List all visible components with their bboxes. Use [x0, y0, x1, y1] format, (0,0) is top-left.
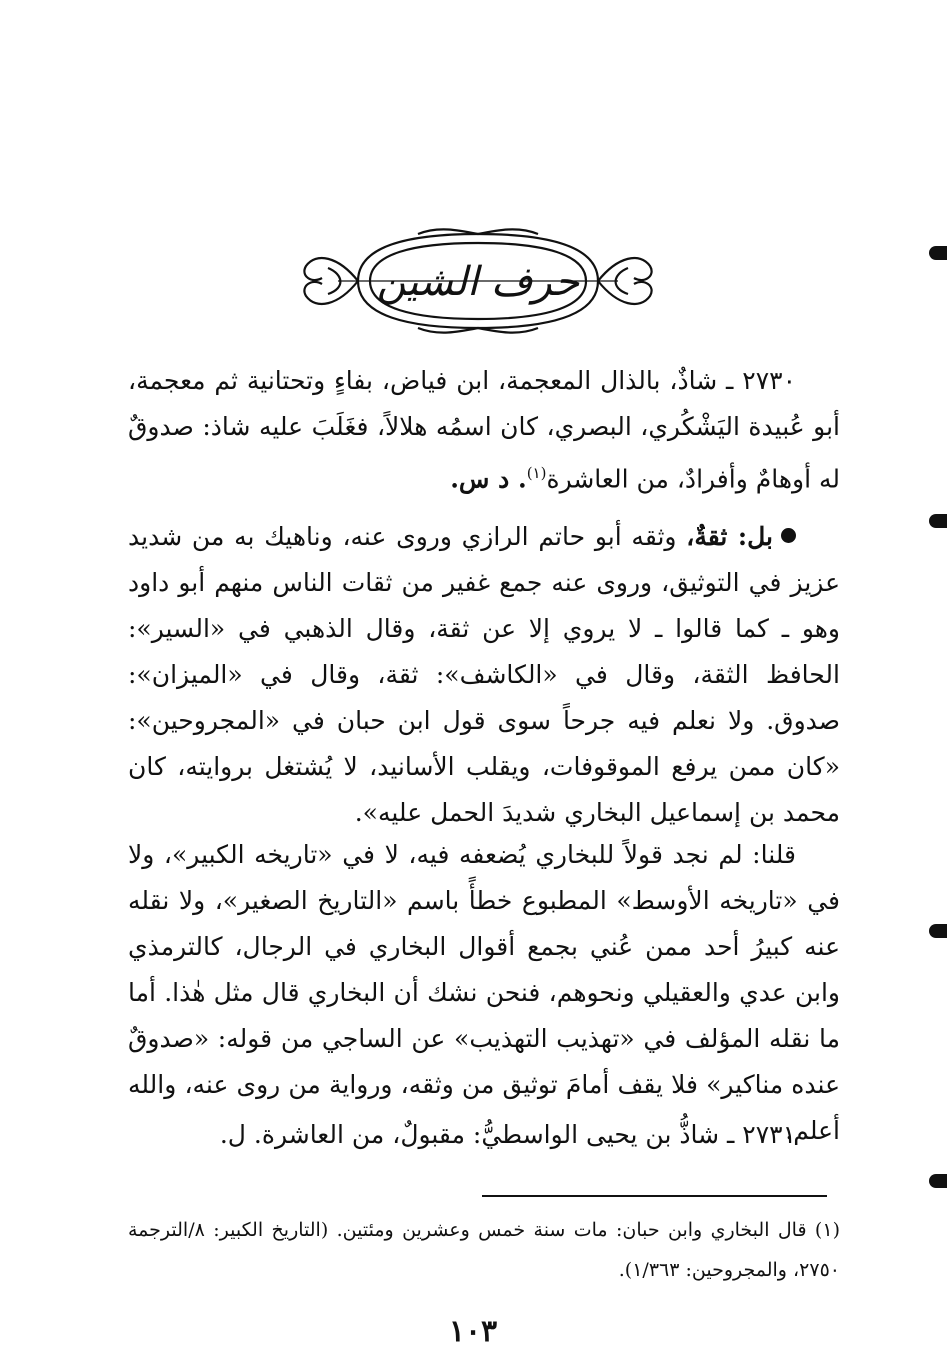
- editor-comment-1: [128, 514, 840, 836]
- binding-mark: [929, 1174, 947, 1188]
- entry-text: ٢٧٣١ ـ شاذُّ بن يحيى الواسطيُّ: مقبولٌ، من العاشرة. ل.: [219, 1120, 796, 1149]
- entry-sigla: . د س.: [450, 464, 527, 494]
- bullet-icon: [781, 528, 796, 543]
- footnotes: [128, 1210, 840, 1290]
- footnote-divider: [482, 1195, 827, 1197]
- chapter-heading-ornament: [298, 226, 658, 336]
- footnote-1: (١) قال البخاري وابن حبان: مات سنة خمس وعشرين ومئتين. (التاريخ الكبير: ٨/الترجمة ٢٧٥٠، والمجروحين: ١/٣٦٣).: [128, 1219, 840, 1281]
- entry-2730: [128, 358, 840, 502]
- page-number: ١٠٣: [448, 1314, 498, 1349]
- binding-mark: [929, 514, 947, 528]
- comment-text: قلنا: لم نجد قولاً للبخاري يُضعفه فيه، لا في «تاريخه الكبير»، ولا في «تاريخه الأوسط» المطبوع خطأً باسم «التاريخ الصغير»، ولا نقله عنه كبيرُ أحد ممن عُني بجمع أقوال البخاري في الرجال، كالترمذي وابن عدي والعقيلي ونحوهم، فنحن نشك أن البخاري قال مثل هٰذا. أما ما نقله المؤلف في «تهذيب التهذيب» عن الساجي من قوله: «صدوقٌ عنده مناكير» فلا يقف أمامَ توثيق من وثقه، ورواية من روى عنه، والله أعلم.: [128, 840, 840, 1145]
- entry-2731: [128, 1112, 840, 1158]
- comment-text: وثقه أبو حاتم الرازي وروى عنه، وناهيك به من شديد عزيز في التوثيق، وروى عنه جمع غفير من ثقات الناس منهم أبو داود وهو ـ كما قالوا ـ لا يروي إلا عن ثقة، وقال الذهبي في «السير»: الحافظ الثقة، وقال في «الكاشف»: ثقة، وقال في «الميزان»: صدوق. ولا نعلم فيه جرحاً سوى قول ابن حبان في «المجروحين»: «كان ممن يرفع الموقوفات، ويقلب الأسانيد، لا يُشتغل بروايته، كان محمد بن إسماعيل البخاري شديدَ الحمل عليه».: [128, 522, 840, 827]
- chapter-title: حرف الشين: [376, 259, 580, 305]
- entry-text: ٢٧٣٠ ـ شاذٌ، بالذال المعجمة، ابن فياض، بفاءٍ وتحتانية ثم معجمة، أبو عُبيدة اليَشْكُري، البصري، كان اسمُه هلالاً، فغَلَبَ عليه شاذ: صدوقٌ له أوهامٌ وأفرادٌ، من العاشرة: [128, 366, 840, 494]
- binding-mark: [929, 924, 947, 938]
- binding-mark: [929, 246, 947, 260]
- comment-lead: بل: ثقةٌ،: [686, 522, 773, 551]
- editor-comment-2: [128, 832, 840, 1154]
- footnote-ref: (١): [526, 464, 547, 482]
